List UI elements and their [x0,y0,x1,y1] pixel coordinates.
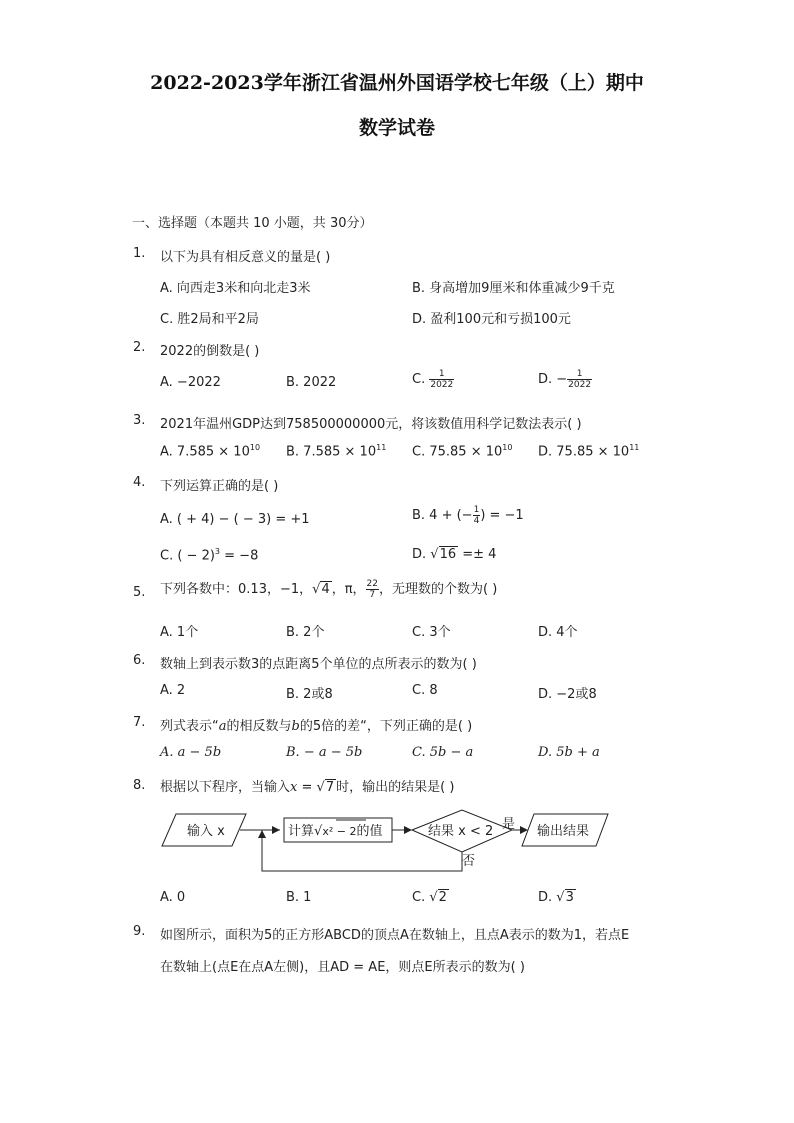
fraction-denominator: 7 [366,589,379,600]
q8-option-a: A. 0 [160,890,186,905]
q2-option-c-label: C. [412,372,430,387]
section-heading: 一、选择题（本题共 10 小题，共 30分） [132,216,373,231]
fraction-numerator: 1 [473,505,480,515]
q4-number: 4. [133,475,146,490]
q4-option-c [160,547,258,563]
flowchart-yes-label: 是 [502,817,516,832]
q2-option-b: B. 2022 [286,375,337,390]
q5-option-d: D. 4个 [538,625,578,640]
flowchart-decision-label: 结果 x < 2 [428,824,494,839]
q4-option-a: A. ( + 4) − ( − 3) = +1 [160,512,310,527]
q7-text [160,715,472,734]
q1-option-a: A. 向西走3米和向北走3米 [160,281,311,296]
sqrt-radicand: 16 [439,547,457,562]
text-part: ，π， [331,582,366,597]
q1-text: 以下为具有相反意义的量是( ) [160,250,331,265]
q1-option-d: D. 盈利100元和亏损100元 [412,312,571,327]
text-part: 下列各数中：0.1 [160,582,259,597]
q2-option-d-fraction [567,369,592,390]
q8-text: 根据以下程序，当输入x = √7 时，输出的结果是( ) [160,780,455,795]
q8-number: 8. [133,778,146,793]
option-label: D. [538,890,557,905]
q3-text: 2021年温州GDP达到758500000000元，将该数值用科学记数法表示( ) [160,417,582,432]
q8-option-d: D. √3 [538,890,574,905]
text-part: 列式表示“ [160,719,219,734]
variable-a: a [218,719,227,734]
q5-fraction [366,579,379,600]
q5-option-b: B. 2个 [286,625,325,640]
q9-text-line1: 如图所示，面积为5的正方形ABCD的顶点A在数轴上，且点A表示的数为1，若点E [160,928,630,943]
text-part: ，−1， [266,582,313,597]
q7-option-c: C. 5b − a [412,745,474,760]
q2-option-c-fraction [429,369,454,390]
option-exponent: 11 [629,443,640,452]
repeating-digit: 3 [258,582,267,597]
q6-option-b: B. 2或8 [286,687,333,702]
q4-option-d: D. √16 =± 4 [412,547,497,562]
q1-option-c: C. 胜2局和平2局 [160,312,259,327]
flowchart-no-label: 否 [462,854,476,869]
sqrt-sign: √ [314,824,323,839]
compute-prefix: 计算 [288,824,315,839]
q8-option-b: B. 1 [286,890,312,905]
q6-option-d: D. −2或8 [538,687,597,702]
variable-x: x [290,780,298,795]
exam-title-line1: 2022-2023学年浙江省温州外国语学校七年级（上）期中 [150,72,644,94]
q7-option-d: D. 5b + a [538,745,600,760]
sqrt-radicand: 4 [321,582,330,597]
option-suffix: =± 4 [458,547,497,562]
flowchart-input-label: 输入 x [187,824,225,839]
q5-option-a: A. 1个 [160,625,199,640]
q7-number: 7. [133,715,146,730]
q2-text: 2022的倒数是( ) [160,344,260,359]
arrowhead-icon [272,826,280,834]
option-base: C. 75.85 × 10 [412,444,503,460]
variable-b: b [291,719,300,734]
text-part: 根据以下程序，当输入 [160,780,291,795]
flowchart-diagram [160,808,620,878]
q2-number: 2. [133,340,146,355]
q6-option-a: A. 2 [160,683,186,698]
option-exponent: 10 [249,443,261,452]
q8-option-c: C. √2 [412,890,447,905]
flowchart-compute-label [288,823,382,839]
compute-suffix: 的值 [356,824,383,839]
q7-option-a: A. a − 5b [160,745,222,760]
exam-title-line2: 数学试卷 [358,117,435,139]
q3-option-d [538,443,639,459]
q6-option-c: C. 8 [412,683,438,698]
flowchart-output-label: 输出结果 [537,824,590,839]
q9-text-line2: 在数轴上(点E在点A左侧)，且AD = AE，则点E所表示的数为( ) [160,960,525,975]
fraction-denominator: 2022 [568,380,592,390]
q2-option-d [538,369,592,390]
option-base: C. ( − 2) [160,548,215,564]
option-exponent: 11 [376,443,387,452]
q6-text: 数轴上到表示数3的点距离5个单位的点所表示的数为( ) [160,657,477,672]
q5-number: 5. [133,585,146,600]
option-prefix: B. 4 + (− [412,508,473,523]
q7-option-b: B. − a − 5b [286,745,363,760]
sqrt-radicand: 3 [565,890,574,905]
text-part: 的5倍的差“，下列正确的是( ) [299,719,473,734]
arrowhead-icon [258,830,266,838]
q6-number: 6. [133,653,146,668]
q3-option-b [286,443,386,459]
q3-number: 3. [133,413,146,428]
sqrt-radicand: 7 [325,780,335,795]
text-part: 的相反数与 [226,719,292,734]
option-exponent: 10 [502,443,513,452]
text-part: 时，输出的结果是( ) [336,780,455,795]
compute-expression: x² − 2 [322,825,357,838]
fraction-denominator: 2022 [430,380,454,390]
fraction-denominator: 4 [473,516,480,526]
q5-text: 下列各数中：0.13，−1，√4 ，π， $\frac{22}{7}$ ，无理数的个数为( ) [160,579,498,600]
text-part: ，无理数的个数为( ) [379,582,498,597]
fraction-numerator: 22 [366,579,378,589]
option-base: B. 7.585 × 10 [286,444,377,460]
option-exponent: 3 [214,547,221,556]
q4-text: 下列运算正确的是( ) [160,479,279,494]
option-suffix: = −8 [220,548,259,564]
option-suffix: ) = −1 [480,508,524,523]
fraction-numerator: 1 [576,369,583,379]
option-base: A. 7.585 × 10 [160,444,250,460]
q1-number: 1. [133,246,146,261]
q5-option-c: C. 3个 [412,625,451,640]
fraction-numerator: 1 [438,369,445,379]
q3-option-a [160,443,260,459]
q2-option-d-label: D. − [538,372,568,387]
q4-option-b [412,505,524,526]
q3-option-c [412,443,512,459]
option-label: C. [412,890,430,905]
text-part: = [297,780,317,795]
q1-option-b: B. 身高增加9厘米和体重减少9千克 [412,281,615,296]
q2-option-c [412,369,454,390]
q2-option-a: A. −2022 [160,375,221,390]
option-base: D. 75.85 × 10 [538,444,630,460]
sqrt-radicand: 2 [438,890,447,905]
q9-number: 9. [133,924,146,939]
option-label: D. [412,547,431,562]
